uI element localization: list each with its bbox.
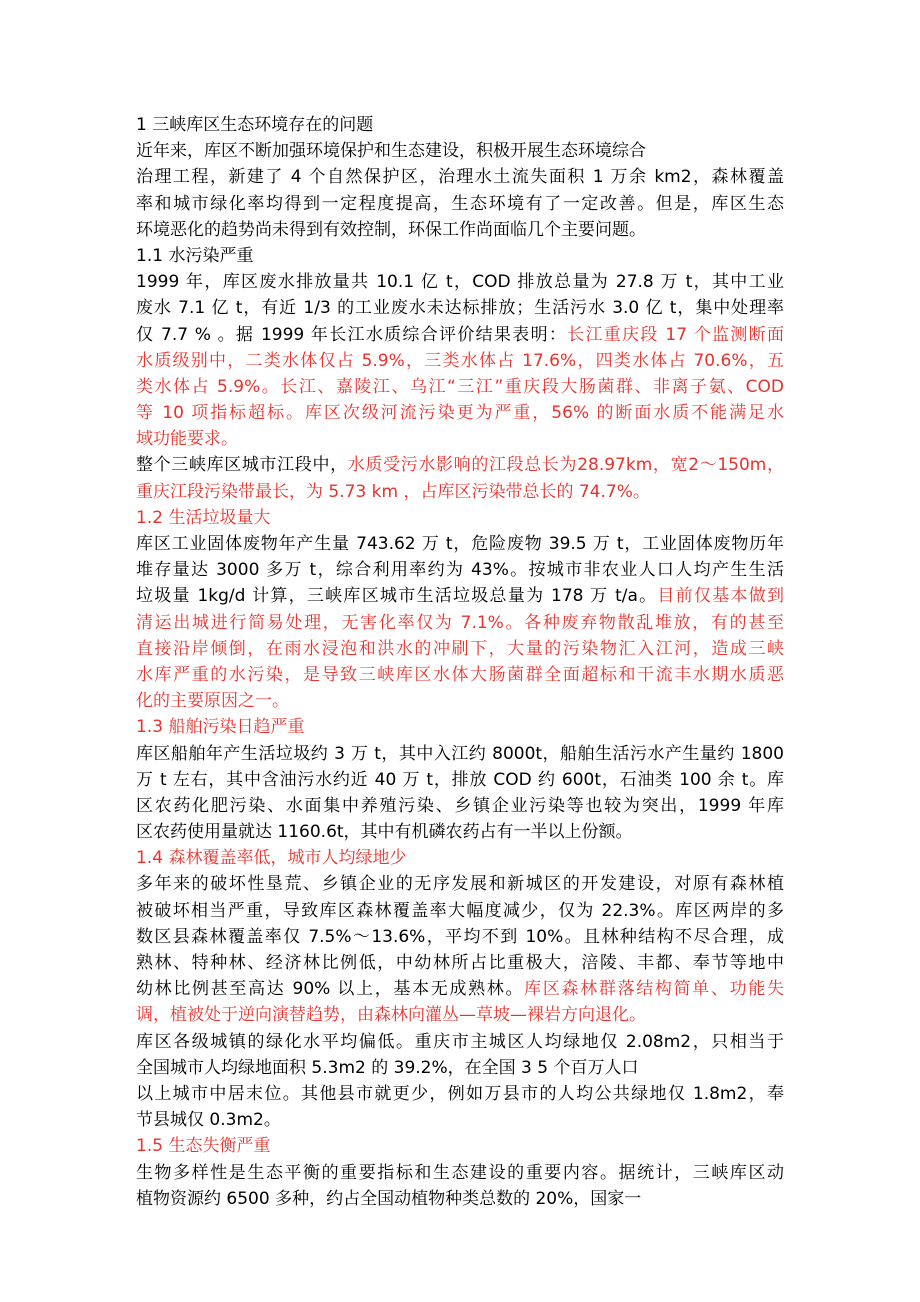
highlighted-text: 库区森林群落结构简单、功能失	[524, 979, 784, 1000]
highlighted-text: 1.5 生态失衡严重	[136, 1136, 271, 1157]
text-line	[136, 688, 784, 714]
text-line	[136, 112, 784, 138]
highlighted-text: 清运出城进行简易处理，无害化率仅为 7.1%。各种废弃物散乱堆放，有的甚至	[136, 612, 784, 633]
body-text: 垃圾量 1kg/d 计算，三峡库区城市生活垃圾总量为 178 万 t/a。	[136, 586, 658, 607]
body-text: 植物资源约 6500 多种，约占全国动植物种类总数的 20%，国家一	[136, 1188, 642, 1209]
text-line	[136, 243, 784, 269]
highlighted-text: 等 10 项指标超标。库区次级河流污染更为严重，56% 的断面水质不能满足水	[136, 403, 784, 424]
highlighted-text: 1.4 森林覆盖率低，城市人均绿地少	[136, 848, 407, 869]
highlighted-text: 类水体占 5.9%。长江、嘉陵江、乌江“三江”重庆段大肠菌群、非离子氨、COD	[136, 376, 784, 397]
text-line	[136, 505, 784, 531]
text-line	[136, 976, 784, 1002]
highlighted-text: 1.2 生活垃圾量大	[136, 507, 271, 528]
body-text: 库区船舶年产生活垃圾约 3 万 t，其中入江约 8000t，船舶生活污水产生量约 1800	[136, 743, 784, 764]
text-line	[136, 1107, 784, 1133]
body-text: 熟林、特种林、经济林比例低，中幼林所占比重极大，涪陵、丰都、奉节等地中	[136, 953, 784, 973]
text-line	[136, 662, 784, 688]
body-text: 被破坏相当严重，导致库区森林覆盖率大幅度减少，仅为 22.3%。库区两岸的多	[136, 900, 784, 921]
body-text: 幼林比例甚至高达 90% 以上，基本无成熟林。	[136, 979, 525, 1000]
body-text: 废水 7.1 亿 t，有近 1/3 的工业废水未达标排放；生活污水 3.0 亿 t，集中处理率	[136, 298, 784, 319]
highlighted-text: 直接沿岸倾倒，在雨水浸泡和洪水的冲刷下，大量的污染物汇入江河，造成三峡	[136, 638, 784, 659]
text-line	[136, 557, 784, 583]
text-line	[136, 1055, 784, 1081]
text-line	[136, 1133, 784, 1159]
text-line	[136, 531, 784, 557]
body-text: 数区县森林覆盖率仅 7.5%～13.6%，平均不到 10%。且林种结构不尽合理，成	[136, 926, 784, 947]
highlighted-text: 化的主要原因之一。	[136, 691, 289, 712]
body-text: 全国城市人均绿地面积 5.3m2 的 39.2%，在全国 3 5 个百万人口	[136, 1057, 639, 1078]
text-line	[136, 479, 784, 505]
highlighted-text: 目前仅基本做到	[657, 586, 784, 607]
body-text: 环境恶化的趋势尚未得到有效控制，环保工作尚面临几个主要问题。	[136, 219, 646, 240]
highlighted-text: 水质级别中，二类水体仅占 5.9%，三类水体占 17.6%，四类水体占 70.6%，五	[136, 350, 784, 371]
text-line	[136, 322, 784, 348]
text-line	[136, 426, 784, 452]
body-text: 仅 7.7 % 。据 1999 年长江水质综合评价结果表明：	[136, 324, 568, 345]
body-text: 1 三峡库区生态环境存在的问题	[136, 115, 374, 135]
highlighted-text: 调，植被处于逆向演替趋势，由森林向灌丛—草坡—裸岩方向退化。	[136, 1005, 646, 1026]
text-line	[136, 191, 784, 217]
text-line	[136, 164, 784, 190]
body-text: 库区工业固体废物年产生量 743.62 万 t，危险废物 39.5 万 t，工业固体废物历年	[136, 534, 784, 554]
body-text: 近年来，库区不断加强环境保护和生态建设，积极开展生态环境综合	[136, 141, 646, 162]
text-line	[136, 269, 784, 295]
text-line	[136, 1186, 784, 1212]
text-line	[136, 819, 784, 845]
body-text: 堆存量达 3000 多万 t，综合利用率约为 43%。按城市非农业人口人均产生生活	[136, 560, 784, 581]
text-line	[136, 714, 784, 740]
text-line	[136, 1002, 784, 1028]
text-line	[136, 374, 784, 400]
text-line	[136, 767, 784, 793]
body-text: 万 t 左右，其中含油污水约近 40 万 t，排放 COD 约 600t，石油类 100 余 t。库	[136, 769, 784, 790]
body-text: 1999 年，库区废水排放量共 10.1 亿 t，COD 排放总量为 27.8 万 t，其中工业	[136, 272, 784, 293]
body-text: 多年来的破坏性垦荒、乡镇企业的无序发展和新城区的开发建设，对原有森林植	[136, 874, 784, 895]
body-text: 1.1 水污染严重	[136, 245, 254, 266]
body-text: 节县城仅 0.3m2。	[136, 1110, 281, 1131]
text-line	[136, 898, 784, 924]
text-line	[136, 845, 784, 871]
text-line	[136, 348, 784, 374]
body-text: 治理工程，新建了 4 个自然保护区，治理水土流失面积 1 万余 km2，森林覆盖	[136, 167, 784, 188]
document-body	[136, 112, 784, 1212]
text-line	[136, 793, 784, 819]
highlighted-text: 长江重庆段 17 个监测断面	[567, 324, 784, 345]
text-line	[136, 1160, 784, 1186]
text-line	[136, 400, 784, 426]
body-text: 整个三峡库区城市江段中，	[136, 455, 348, 476]
text-line	[136, 924, 784, 950]
body-text: 以上城市中居末位。其他县市就更少，例如万县市的人均公共绿地仅 1.8m2，奉	[136, 1083, 784, 1104]
body-text: 库区各级城镇的绿化水平均偏低。重庆市主城区人均绿地仅 2.08m2，只相当于	[136, 1031, 784, 1052]
highlighted-text: 水库严重的水污染，是导致三峡库区水体大肠菌群全面超标和干流丰水期水质恶	[136, 664, 784, 685]
body-text: 区农药使用量就达 1160.6t，其中有机磷农药占有一半以上份额。	[136, 822, 633, 843]
body-text: 率和城市绿化率均得到一定程度提高，生态环境有了一定改善。但是，库区生态	[136, 193, 784, 214]
body-text: 生物多样性是生态平衡的重要指标和生态建设的重要内容。据统计，三峡库区动	[136, 1162, 784, 1183]
text-line	[136, 295, 784, 321]
highlighted-text: 重庆江段污染带最长，为 5.73 km ，占库区污染带总长的 74.7%。	[136, 481, 650, 502]
text-line	[136, 741, 784, 767]
highlighted-text: 1.3 船舶污染日趋严重	[136, 717, 305, 738]
highlighted-text: 域功能要求。	[136, 429, 238, 450]
text-line	[136, 950, 784, 976]
text-line	[136, 871, 784, 897]
text-line	[136, 610, 784, 636]
text-line	[136, 452, 784, 478]
text-line	[136, 138, 784, 164]
text-line	[136, 583, 784, 609]
text-line	[136, 217, 784, 243]
text-line	[136, 636, 784, 662]
body-text: 区农药化肥污染、水面集中养殖污染、乡镇企业污染等也较为突出，1999 年库	[136, 795, 784, 816]
text-line	[136, 1029, 784, 1055]
text-line	[136, 1081, 784, 1107]
highlighted-text: 水质受污水影响的江段总长为28.97km，宽2～150m，	[347, 455, 784, 476]
